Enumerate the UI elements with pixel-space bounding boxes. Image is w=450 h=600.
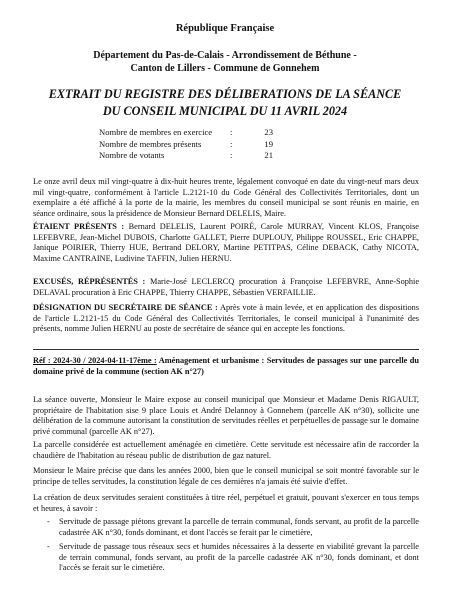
list-item [33,517,419,538]
deliberation-subject: Aménagement et urbanisme : Servitudes de passages sur une parcelle du domaine privé de la commune (section AK n°27) [33,356,419,376]
secretary-designation [33,303,419,335]
list-dash: - [47,517,50,526]
list-item [33,542,419,574]
list-dash: - [47,542,50,551]
deliberation-paragraph-4 [33,493,419,514]
intro-paragraph: Le onze avril deux mil vingt-quatre à dix-huit heures trente, légalement convoqué en date du vingt-neuf mars deux mil vingt-quatre, conformément à l'article L.2121-10 du Code Général des Collectivités Territoriales, dont un exemplaire a été affiché à la porte de la mairie, les membres du conseil municipal se sont réunis en mairie, en séance ordinaire, sous la présidence de Monsieur Bernard DELELIS, Maire. [33,177,419,218]
title-line-1: EXTRAIT DU REGISTRE DES DÉLIBERATIONS DE LA SÉANCE [48,87,402,101]
list-item-text: Servitude de passage piétons grevant la parcelle de terrain communal, fonds servant, au profit de la parcelle cadastrée AK n°30, fonds dominant, et dont l'accès se ferait par le cimetière, [59,517,419,537]
stats-label: Nombre de membres en exercice [99,127,213,137]
title-line-2: DU CONSEIL MUNICIPAL DU 11 AVRIL 2024 [102,104,348,118]
stats-colon: : [230,127,233,137]
stats-colon: : [230,138,233,149]
department-line-2: Canton de Lillers - Commune de Gonnehem [130,63,320,74]
paragraph-text: Monsieur le Maire précise que dans les années 2000, bien que le conseil municipal se soit montré favorable sur le principe de telles servitudes, la constitution légale de ces dernières n'a jamais été suivie d'effet. [33,466,419,486]
excused-label: EXCUSÉS, RÉPRÉSENTÉS : [33,277,146,286]
secretary-label: DÉSIGNATION DU SECRÉTAIRE DE SÉANCE : [33,303,218,312]
paragraph-text: La séance ouverte, Monsieur le Maire expose au conseil municipal que Monsieur et Madame Denis RIGAULT, propriétaire de l'habitation sise 9 place Louis et André Delannoy à Gonnehem (parcelle AK n°30), sollicite une délibération de la commune autorisant la constitution de servitudes réelles et perpétuelles de passage sur le domaine privé communal (parcelle AK n°27). [33,395,419,436]
department-line-1: Département du Pas-de-Calais - Arrondissement de Béthune - [93,50,357,61]
excused-paragraph [33,277,419,298]
deliberation-paragraph-1 [33,395,419,437]
deliberation-paragraph-2 [33,440,419,461]
deliberation-reference: Réf : 2024-30 / 2024-04-11-17ème : [33,356,157,365]
department-heading [0,49,450,75]
deliberation-paragraph-3 [33,466,419,487]
paragraph-text: La parcelle considérée est actuellement aménagée en cimetière. Cette servitude est nécessaire afin de raccorder la chaudière de l'habitation au réseau public de distribution de gaz naturel. [33,440,419,460]
excused-list: Marie-José LECLERCQ procuration à Françoise LEFEBVRE, Anne-Sophie DELAVAL procuration à Eric CHAPPE, Thierry CHAPPE, Sébastien VERFAILLIE. [33,277,420,297]
list-item-text: Servitude de passage tous réseaux secs et humides nécessaires à la desserte en viabilité grevant la parcelle de terrain communal, fonds servant, au profit de la parcelle cadastrée AK n°30, fonds dominant, et dont l'accès se ferait sur le cimetière. [59,542,419,572]
republic-heading: République Française [175,23,275,34]
stats-label: Nombre de membres présents [99,138,202,149]
deliberation-heading [33,356,419,377]
stats-colon: : [230,150,233,160]
secretary-text: Après vote à main levée, et en application des dispositions de l'article L.2121-15 du Code Général des Collectivités Territoriales, le conseil municipal à l'unanimité des présents, nomme Julien HERNU au poste de secrétaire de séance qui en accepte les fonctions. [33,303,419,333]
paragraph-text: La création de deux servitudes seraient constituées à titre réel, perpétuel et gratuit, pouvant s'exercer en tous temps et heures, à savoir : [33,493,419,513]
servitude-list [33,517,419,578]
present-list: Bernard DELELIS, Laurent POIRÉ, Carole MURRAY, Vincent KLOS, Françoise LEFEBVRE, Jean-Michel DUBOIS, Charlotte GALLET, Pierre DUPLOUY, Philippe ROUSSEL, Eric CHAPPE, Janique POIRIER, Thierry HUE, Bertrand DELORY, Martine PETITPAS, Céline DEBACK, Cathy NICOTA, Maxime CANTRAINE, Ludivine TAFFIN, Julien HERNU. [33,222,419,263]
excused-members [33,277,419,298]
session-intro [33,177,419,219]
stats-value: 23 [264,127,273,137]
stats-value: 21 [264,150,273,160]
section-divider [33,349,419,350]
stats-value: 19 [264,138,273,149]
present-members [33,222,419,264]
stats-label: Nombre de votants [99,150,165,160]
present-label: ÉTAIENT PRÉSENTS : [33,222,125,231]
document-title [0,86,450,120]
present-paragraph [33,222,419,264]
deliberation-title [33,356,419,377]
secretary-paragraph [33,303,419,335]
